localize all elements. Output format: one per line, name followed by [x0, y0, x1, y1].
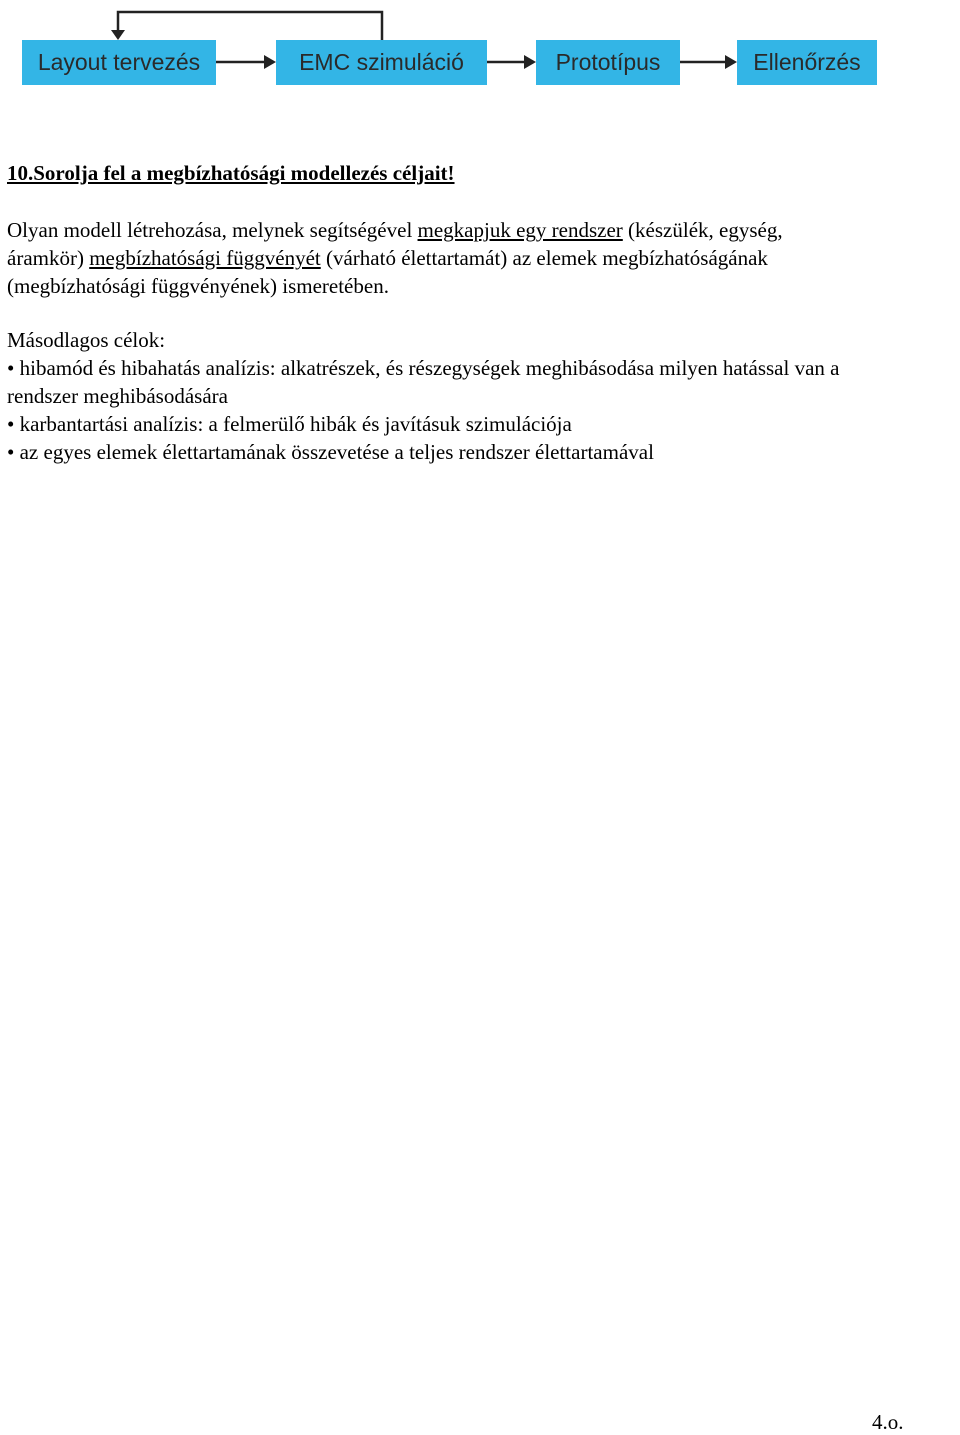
- bullet-text: az egyes elemek élettartamának összevetése a teljes rendszer élettartamával: [19, 440, 654, 464]
- feedback-loop-line: [118, 12, 382, 40]
- bullet-item-2: [7, 410, 572, 438]
- bullet-icon: •: [7, 356, 15, 380]
- arrow-1-head: [264, 55, 276, 69]
- bullet-icon: •: [7, 412, 15, 436]
- bullet-icon: •: [7, 440, 15, 464]
- bullet-item-1-continued: rendszer meghibásodására: [7, 384, 228, 408]
- feedback-arrowhead: [111, 30, 125, 40]
- arrow-2-head: [524, 55, 536, 69]
- main-text: Olyan modell létrehozása, melynek segítségével: [7, 218, 418, 242]
- step-ellenorzes: Ellenőrzés: [737, 40, 877, 85]
- main-paragraph-line-2: [7, 244, 768, 272]
- step-prototipus: Prototípus: [536, 40, 680, 85]
- main-text: (várható élettartamát) az elemek megbízhatóságának: [320, 246, 768, 270]
- bullet-text: karbantartási analízis: a felmerülő hibák és javításuk szimulációja: [19, 412, 572, 436]
- underlined-phrase: megbízhatósági függvényét: [89, 246, 321, 270]
- main-text: áramkör): [7, 246, 90, 270]
- question-heading: 10.Sorolja fel a megbízhatósági modellezés céljait!: [7, 161, 455, 185]
- arrow-3-head: [725, 55, 737, 69]
- process-flow-diagram: [0, 0, 960, 110]
- page-number: 4.o.: [872, 1410, 904, 1434]
- secondary-goals-title: Másodlagos célok:: [7, 328, 166, 352]
- main-paragraph-line-1: [7, 216, 783, 244]
- bullet-text: hibamód és hibahatás analízis: alkatrészek, és részegységek meghibásodása milyen hatással van a: [19, 356, 840, 380]
- main-paragraph-line-3: (megbízhatósági függvényének) ismeretében.: [7, 274, 389, 298]
- underlined-phrase: megkapjuk egy rendszer: [417, 218, 623, 242]
- step-emc-szimulacio: EMC szimuláció: [276, 40, 487, 85]
- bullet-item-3: [7, 438, 654, 466]
- step-layout-tervezes: Layout tervezés: [22, 40, 216, 85]
- main-text: (készülék, egység,: [622, 218, 783, 242]
- bullet-item-1: [7, 354, 839, 382]
